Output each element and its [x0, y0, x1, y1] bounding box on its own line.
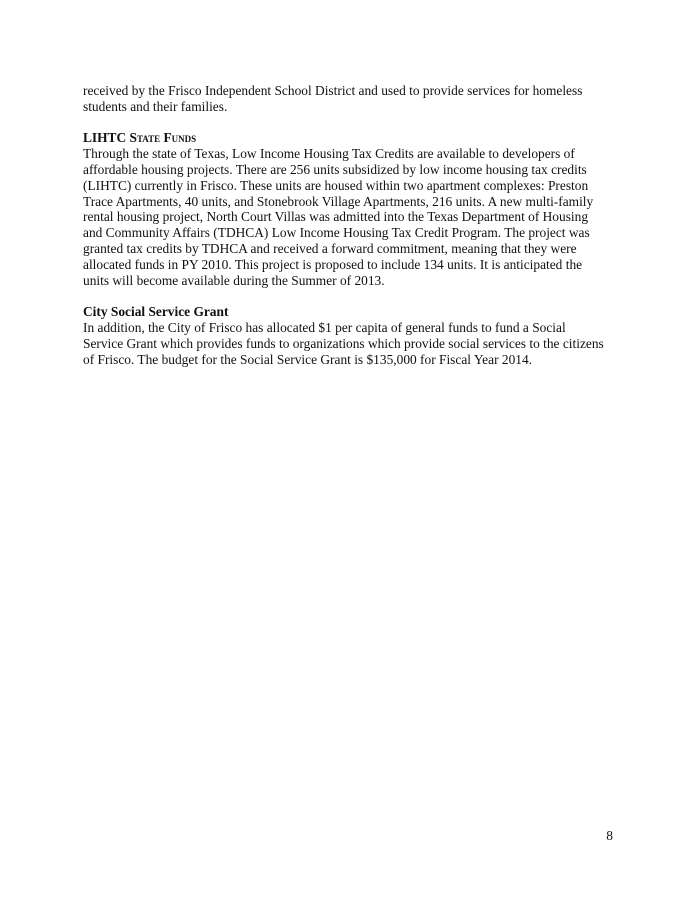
document-page: [83, 83, 619, 367]
paragraph-gap: [83, 115, 619, 131]
paragraph-gap: [83, 288, 619, 304]
section-body-social-service-grant: In addition, the City of Frisco has allocated $1 per capita of general funds to fund a Social Service Grant which provides funds to organizations which provide social services to the citizens of Frisco. The budget for the Social Service Grant is $135,000 for Fiscal Year 2014.: [83, 319, 604, 367]
intro-paragraph: received by the Frisco Independent School District and used to provide services for homeless students and their families.: [83, 83, 583, 114]
section-heading-social-service-grant: City Social Service Grant: [83, 304, 229, 320]
page-number: 8: [606, 828, 613, 843]
section-heading-lihtc: LIHTC State Funds: [83, 130, 197, 146]
section-body-lihtc: Through the state of Texas, Low Income Housing Tax Credits are available to developers of affordable housing projects. There are 256 units subsidized by low income housing tax credits (LIHTC) currently in Frisco. These units are housed within two apartment complexes: Preston Trace Apartments, 40 units, and Stonebrook Village Apartments, 216 units. A new multi-family rental housing project, North Court Villas was admitted into the Texas Department of Housing and Community Affairs (TDHCA) Low Income Housing Tax Credit Program. The project was granted tax credits by TDHCA and received a forward commitment, meaning that they were allocated funds in PY 2010. This project is proposed to include 134 units. It is anticipated the units will become available during the Summer of 2013.: [83, 146, 594, 288]
